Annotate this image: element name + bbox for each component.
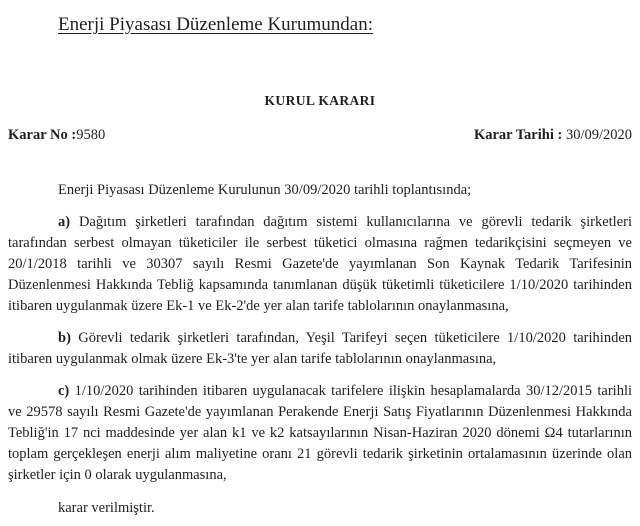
intro-paragraph: Enerji Piyasası Düzenleme Kurulunun 30/09/2020 tarihli toplantısında; (58, 182, 472, 198)
decision-item-a (8, 212, 632, 317)
closing-paragraph: karar verilmiştir. (58, 500, 155, 516)
document-authority-title (58, 14, 632, 36)
document-authority-text: Enerji Piyasası Düzenleme Kurumundan: (58, 14, 374, 35)
decision-meta-row (8, 127, 632, 144)
decision-item-a-label: a) (58, 214, 71, 230)
decision-heading: KURUL KARARI (264, 93, 376, 108)
decision-item-b (8, 328, 632, 370)
decision-item-b-text: Görevli tedarik şirketleri tarafından, Yeşil Tarifeyi seçen tüketicilere 1/10/2020 tarihinden itibaren uygulanmak olmak üzere Ek-3'te yer alan tarife tablolarının onaylanmasına, (8, 330, 632, 367)
decision-item-c-label: c) (58, 383, 70, 399)
decision-item-a-text: Dağıtım şirketleri tarafından dağıtım sistemi kullanıcılarına ve görevli tedarik şirketleri tarafından serbest olmayan tüketiciler ile serbest tüketici olmasına rağmen tedarikçisini seçmeyen ve 20/1/2018 tarihli ve 30307 sayılı Resmi Gazete'de yayımlanan Son Kaynak Tedarik Tarifesinin Düzenlenmesi Hakkında Tebliğ kapsamında tanımlanan düşük tüketimli tüketicilere 1/10/2020 tarihinden itibaren uygulanmak üzere Ek-1 ve Ek-2'de yer alan tarife tablolarının onaylanmasına, (8, 214, 632, 314)
decision-item-c-text: 1/10/2020 tarihinden itibaren uygulanacak tarifelere ilişkin hesaplamalarda 30/12/2015 tarihli ve 29578 sayılı Resmi Gazete'de yayımlanan Perakende Enerji Satış Fiyatlarının Düzenlenmesi Hakkında Tebliğ'in 17 nci maddesinde yer alan k1 ve k2 katsayılarının Nisan-Haziran 2020 dönemi Ω4 tutarlarının toplam gerçekleşen enerji alım maliyetine oranı 21 görevli tedarik şirketinin ortalamasının üzerinde olan şirketler için 0 olarak uygulanmasına, (8, 383, 632, 483)
decision-item-c (8, 381, 632, 486)
decision-number-label: Karar No : (8, 127, 77, 143)
decision-date (474, 127, 632, 144)
decision-number-value: 9580 (76, 127, 106, 143)
decision-number (8, 127, 105, 144)
decision-date-label: Karar Tarihi : (473, 127, 563, 143)
decision-date-value: 30/09/2020 (565, 127, 632, 143)
decision-item-b-label: b) (58, 330, 71, 346)
